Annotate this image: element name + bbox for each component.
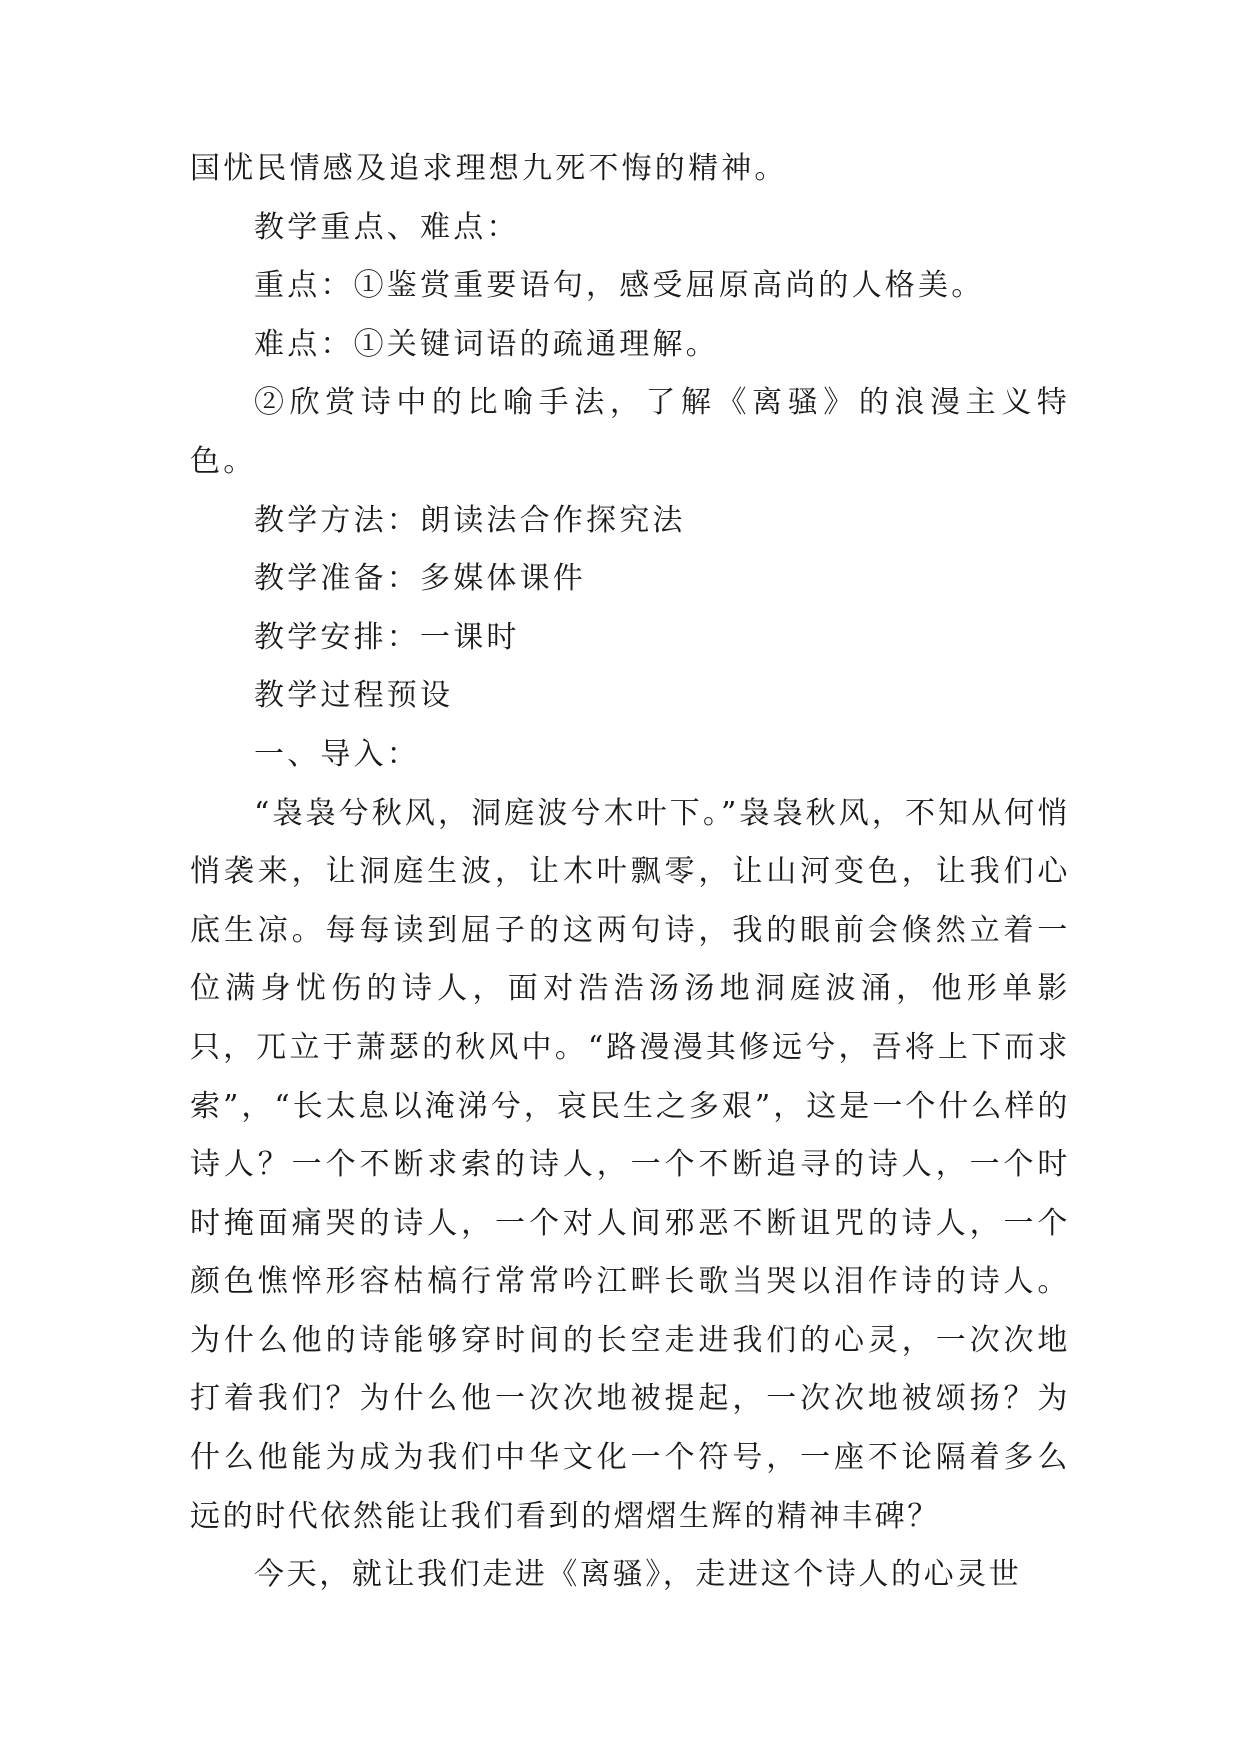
paragraph-today: 今天，就让我们走进《离骚》，走进这个诗人的心灵世 [254, 1557, 1022, 1593]
key-point-focus: 重点：①鉴赏重要语句，感受屈原高尚的人格美。 [254, 268, 985, 304]
paragraph-introduction: “袅袅兮秋风，洞庭波兮木叶下。”袅袅秋风，不知从何悄悄袭来，让洞庭生波，让木叶飘零，让山河变色，让我们心底生凉。每每读到屈子的这两句诗，我的眼前会倏然立着一位满身忧伤的诗人，面对浩浩汤汤地洞庭波涌，他形单影只，兀立于萧瑟的秋风中。“路漫漫其修远兮，吾将上下而求索”，“长太息以淹涕兮，哀民生之多艰”，这是一个什么样的诗人？一个不断求索的诗人，一个不断追寻的诗人，一个时时掩面痛哭的诗人，一个对人间邪恶不断诅咒的诗人，一个颜色憔悴形容枯槁行常常吟江畔长歌当哭以泪作诗的诗人。为什么他的诗能够穿时间的长空走进我们的心灵，一次次地打着我们？为什么他一次次地被提起，一次次地被颂扬？为什么他能为成为我们中华文化一个符号，一座不论隔着多么远的时代依然能让我们看到的熠熠生辉的精神丰碑？ [190, 795, 1070, 1534]
key-point-difficulty-2: ②欣赏诗中的比喻手法，了解《离骚》的浪漫主义特色。 [190, 385, 1070, 479]
heading-introduction: 一、导入： [254, 736, 420, 772]
teaching-preparation: 教学准备：多媒体课件 [254, 561, 586, 597]
teaching-schedule: 教学安排：一课时 [254, 619, 520, 655]
key-point-difficulty-1: 难点：①关键词语的疏通理解。 [254, 326, 719, 362]
heading-teaching-process: 教学过程预设 [254, 678, 454, 714]
paragraph-continuation: 国忧民情感及追求理想九死不悔的精神。 [190, 151, 788, 186]
teaching-method: 教学方法：朗读法合作探究法 [254, 502, 686, 538]
document-page [190, 140, 1070, 1605]
heading-key-points: 教学重点、难点： [254, 209, 520, 245]
